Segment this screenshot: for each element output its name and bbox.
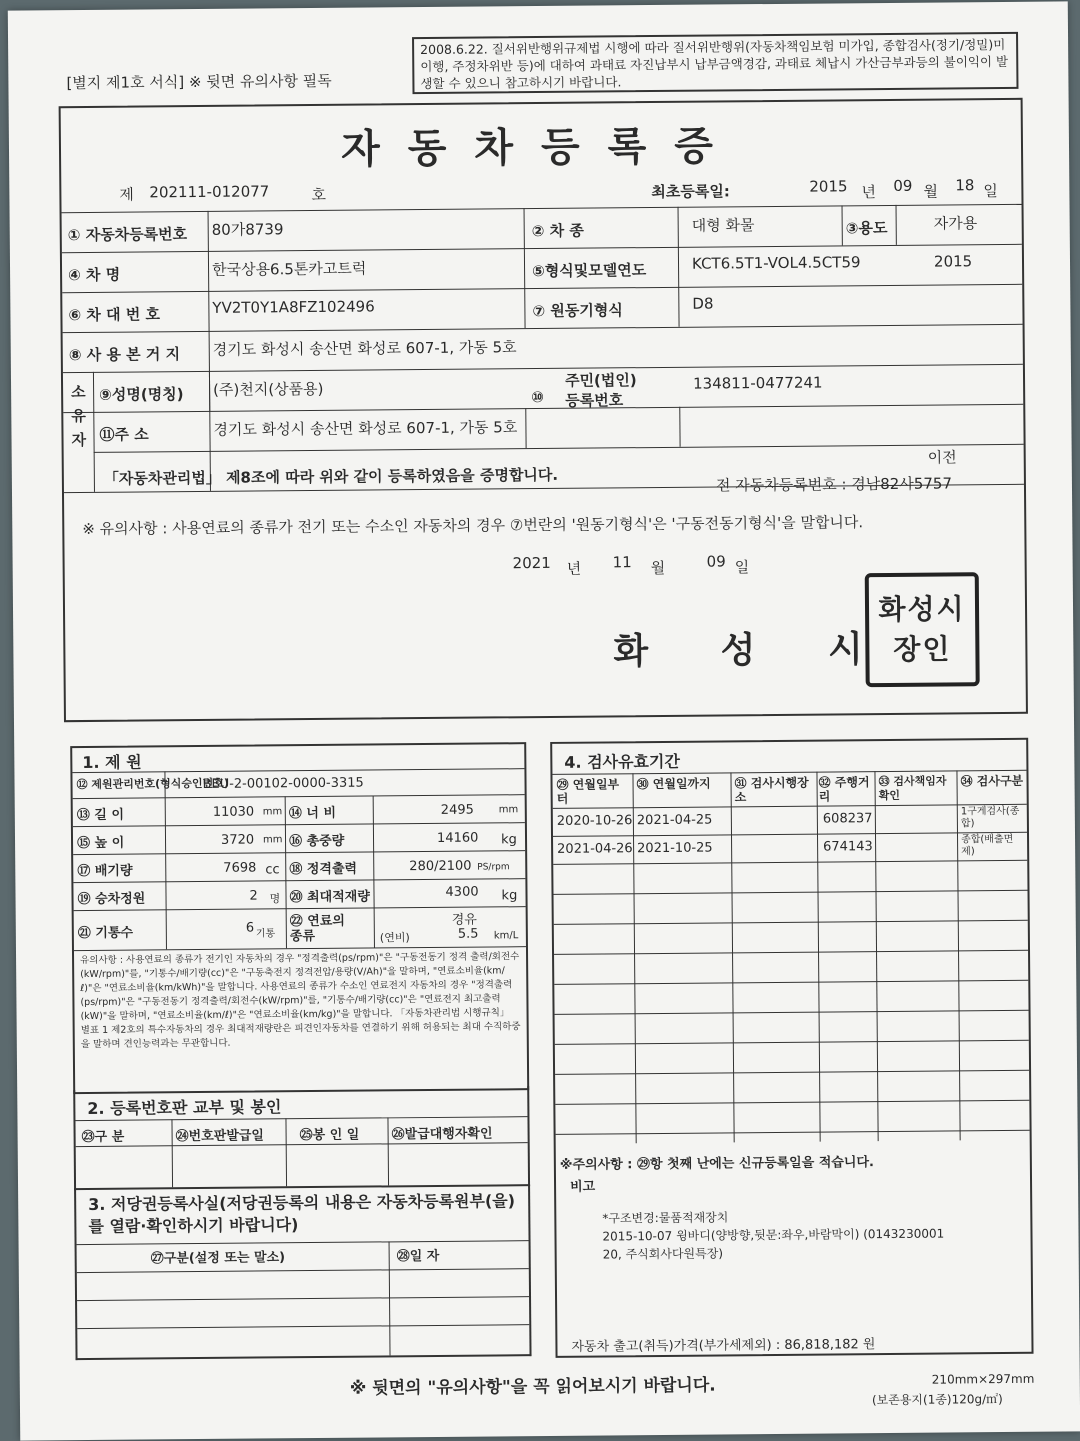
vehicle-type-value: 대형 화물 xyxy=(691,216,755,235)
registration-frame xyxy=(59,98,1028,722)
first-reg-year: 2015 xyxy=(809,177,848,196)
insp-h2: ㉚ 연월일까지 xyxy=(636,776,711,792)
insp-h6: ㉞ 검사구분 xyxy=(960,773,1024,789)
owner-name-value: (주)천지(상품용) xyxy=(213,379,324,399)
length-value: 11030 xyxy=(212,804,255,820)
owner-label: 소유자 xyxy=(71,382,87,450)
remark-line-1: *구조변경:물품적재장치 xyxy=(602,1210,729,1226)
use-label: ③용도 xyxy=(845,218,888,238)
col-line xyxy=(93,372,95,492)
plates-title: 2. 등록번호판 교부 및 봉인 xyxy=(87,1097,282,1118)
unit-kg: kg xyxy=(500,832,517,848)
col-line xyxy=(678,207,680,327)
footer-notice: ※ 뒷면의 "유의사항"을 꼭 읽어보시기 바랍니다. xyxy=(349,1375,716,1399)
reg-no-label: ① 자동차등록번호 xyxy=(67,225,188,245)
cyl-value: 6 xyxy=(245,920,255,936)
model-year-value: 2015 xyxy=(933,252,973,271)
unit-ps: PS/rpm xyxy=(477,862,510,873)
transfer-mark: 이전 xyxy=(927,448,957,467)
row-line xyxy=(62,284,1022,293)
insp-row1-kind: 1구게검사(종합) xyxy=(960,805,1020,830)
height-value: 3720 xyxy=(220,832,255,848)
disp-label: ⑰ 배기량 xyxy=(77,863,133,880)
cert-no-prefix: 제 xyxy=(119,185,134,204)
row-line xyxy=(94,444,1024,453)
issuer-name: 화 성 시 xyxy=(613,628,893,673)
row-line xyxy=(62,244,1022,253)
payload-label: ⑳ 최대적재량 xyxy=(289,889,370,906)
col-line xyxy=(842,205,843,245)
cert-statement: 「자동차관리법」 제8조에 따라 위와 같이 등록하였음을 증명합니다. xyxy=(103,465,559,488)
model-label: ⑤형식및모델연도 xyxy=(531,261,647,281)
unit-cyl: 기통 xyxy=(255,928,276,940)
unit-person: 명 xyxy=(269,892,281,906)
vin-label: ⑥ 차 대 번 호 xyxy=(68,305,161,325)
issue-year: 2021 xyxy=(512,553,551,573)
cert-no: 202111-012077 xyxy=(149,182,270,202)
row-line xyxy=(63,324,1023,333)
insp-row2-to: 2021-10-25 xyxy=(637,840,713,857)
certificate-paper xyxy=(8,1,1080,1440)
unit-month: 월 xyxy=(923,182,938,201)
owner-name-label: ⑨성명(명칭) xyxy=(99,385,184,404)
prev-reg-no: 전 자동차등록번호 : 경남82사5757 xyxy=(715,474,953,495)
insp-h3: ㉛ 검사시행장소 xyxy=(734,775,809,805)
use-value: 자가용 xyxy=(933,214,978,233)
unit-kg: kg xyxy=(501,888,518,904)
mortgage-title: 3. 저당권등록사실(저당권등록의 내용은 자동차등록원부(을)를 열람·확인하시기 바랍니다) xyxy=(88,1191,516,1236)
vin-value: YV2T0Y1A8FZ102496 xyxy=(212,297,375,317)
engine-label: ⑦ 원동기형식 xyxy=(532,301,623,321)
paper-size: 210mm×297mm xyxy=(931,1371,1035,1387)
gross-label: ⑯ 총중량 xyxy=(288,833,345,850)
mortgage-section xyxy=(74,1184,531,1360)
row-line xyxy=(63,364,1023,373)
base-value: 경기도 화성시 송산면 화성로 607-1, 가동 5호 xyxy=(212,338,517,359)
col-line xyxy=(525,408,526,448)
seats-value: 2 xyxy=(249,888,258,904)
specs-title: 1. 제 원 xyxy=(82,752,142,773)
insp-row2-km: 674143 xyxy=(823,839,873,855)
first-reg-day: 18 xyxy=(955,176,975,195)
factory-price: 자동차 출고(취득)가격(부가세제외) : 86,818,182 원 xyxy=(571,1337,876,1355)
engine-value: D8 xyxy=(692,294,714,313)
fuel-value: 경유 xyxy=(451,912,477,928)
eff-value: 5.5 xyxy=(457,926,479,942)
issue-day: 09 xyxy=(706,552,726,571)
unit-mm: mm xyxy=(262,806,283,818)
gross-value: 14160 xyxy=(436,830,479,846)
owner-id-label-2: 등록번호 xyxy=(565,391,624,410)
plates-h3: ㉕봉 인 일 xyxy=(299,1127,360,1144)
cyl-label: ㉑ 기통수 xyxy=(77,925,134,942)
unit-year: 년 xyxy=(566,559,582,578)
model-value: KCT6.5T1-VOL4.5CT59 xyxy=(691,253,861,273)
unit-mm: mm xyxy=(498,804,519,816)
remark-line-3: 20, 주식회사다원특장) xyxy=(602,1246,724,1262)
form-label: [별지 제1호 서식] ※ 뒷면 유의사항 필독 xyxy=(66,71,332,93)
page-title: 자동차등록증 xyxy=(340,122,742,173)
mortgage-h2: ㉘일 자 xyxy=(396,1248,440,1265)
insp-row1-km: 608237 xyxy=(822,811,873,827)
owner-addr-value: 경기도 화성시 송산면 화성로 607-1, 가동 5호 xyxy=(213,418,518,439)
unit-day: 일 xyxy=(734,558,750,577)
insp-h4: ㉜ 주행거리 xyxy=(818,775,870,804)
insp-row1-from: 2020-10-26 xyxy=(556,813,633,829)
insp-row1-to: 2021-04-25 xyxy=(636,812,713,829)
vehicle-name-label: ④ 차 명 xyxy=(68,265,121,285)
official-seal: 화성시장인 xyxy=(865,572,980,687)
length-label: ⑬ 길 이 xyxy=(76,807,125,824)
col-line xyxy=(524,208,526,328)
specs-section xyxy=(70,742,529,1094)
height-label: ⑮ 높 이 xyxy=(76,835,125,852)
owner-id-label: 주민(법인) xyxy=(564,371,637,390)
insp-h1: ㉙ 연월일부터 xyxy=(556,777,620,806)
issue-month: 11 xyxy=(612,553,632,572)
seats-label: ⑲ 승차정원 xyxy=(77,891,146,908)
approval-label: ⑫ 제원관리번호(형식승인번호) xyxy=(76,776,229,792)
width-label: ⑭ 너 비 xyxy=(288,805,337,822)
remarks-label: 비고 xyxy=(570,1179,596,1195)
remark-line-2: 2015-10-07 윙바디(양방향,뒷문:좌우,바람막이) (0143230001 xyxy=(602,1226,945,1244)
payload-value: 4300 xyxy=(445,884,479,900)
unit-year: 년 xyxy=(861,183,876,202)
disp-value: 7698 xyxy=(223,860,257,876)
plates-h2: ㉔번호판발급일 xyxy=(175,1128,265,1145)
base-label: ⑧ 사 용 본 거 지 xyxy=(68,345,181,365)
first-reg-label: 최초등록일: xyxy=(651,182,730,202)
col-line xyxy=(679,407,680,447)
owner-id-num: ⑩ xyxy=(531,387,544,407)
unit-cc: cc xyxy=(265,862,280,878)
owner-addr-label: ⑪주 소 xyxy=(99,425,149,444)
unit-kml: km/L xyxy=(493,930,519,942)
power-label: ⑱ 정격출력 xyxy=(289,861,358,878)
reg-no-value: 80가8739 xyxy=(211,220,284,239)
vehicle-name-value: 한국상용6.5톤카고트럭 xyxy=(211,259,367,279)
vehicle-type-label: ② 차 종 xyxy=(531,221,584,241)
row-line xyxy=(62,204,1022,213)
first-reg-month: 09 xyxy=(893,176,913,195)
col-line xyxy=(896,205,897,245)
inspection-section xyxy=(550,738,1033,1358)
insp-row2-kind: 종합(배출면제) xyxy=(961,833,1014,858)
fuel-caution: ※ 유의사항 : 사용연료의 종류가 전기 또는 수소인 자동차의 경우 ⑦번란의 '원동기형식'은 '구동전동기형식'을 말합니다. xyxy=(82,513,864,539)
cert-no-suffix: 호 xyxy=(311,185,326,205)
unit-day: 일 xyxy=(983,182,998,201)
approval-value: BEU-2-00102-0000-3315 xyxy=(202,775,364,792)
unit-mm: mm xyxy=(262,834,283,846)
specs-notes: 유의사항 : 사용연료의 종류가 전기인 자동차의 경우 "정격출력(ps/rpm)"은 "구동전동기 정격 출력/회전수(kW/rpm)"를, "기통수/배기량(cc)"은 "구동축전지 정격전압/용량(V/Ah)"을 말하며, "연료소비율(km/ℓ)"은 "연료소비율(km/kWh)"을 말합니다. 사용연료의 종류가 수소인 연료전지 자동차의 경우 "정격출력(ps/rpm)"은 "구동전동기 정격출력/회전수(kW/rpm)"를, "기통수/배기량(cc)"은 "연료전지 최고출력(kW)"을 말하며, "연료소비율(km/ℓ)"은 "연료소비율(km/kg)"을 말합니다. 「자동차관리법 시행규칙」 별표 1 제2호의 특수자동차의 경우 최대적재량란은 피견인자동차를 연결하기 위해 허용되는 최대 수직하중을 말하며 견인능력과는 무관합니다. xyxy=(80,951,521,1051)
power-value: 280/2100 xyxy=(409,858,472,875)
fuel-label: ㉒ 연료의 종류 xyxy=(289,913,346,945)
plates-h1: ㉓구 분 xyxy=(81,1129,125,1146)
owner-id-value: 134811-0477241 xyxy=(692,373,823,393)
inspection-note: ※주의사항 : ㉙항 첫째 난에는 신규등록일을 적습니다. xyxy=(559,1155,875,1173)
mortgage-h1: ㉗구분(설정 또는 말소) xyxy=(150,1250,286,1267)
unit-month: 월 xyxy=(650,558,666,578)
insp-h5: ㉝ 검사책임자확인 xyxy=(878,774,947,803)
plates-section xyxy=(73,1086,530,1190)
plates-h4: ㉖발급대행자확인 xyxy=(391,1126,493,1143)
width-value: 2495 xyxy=(440,802,474,818)
inspection-title: 4. 검사유효기간 xyxy=(564,751,680,772)
paper-type: (보존용지(1종)120g/㎡) xyxy=(871,1392,1003,1408)
insp-row2-from: 2021-04-26 xyxy=(557,841,633,857)
eff-label: (연비) xyxy=(379,931,410,945)
penalty-notice-box: 2008.6.22. 질서위반행위규제법 시행에 따라 질서위반행위(자동차책임보험 미가입, 종합검사(정기/정밀)미이행, 주정차위반 등)에 대하여 과태료 자진납부시 납부금액경감, 과태료 체납시 가산금부과등의 불이익이 발생할 수 있으니 참고하시기 바랍니다. xyxy=(412,32,1018,94)
